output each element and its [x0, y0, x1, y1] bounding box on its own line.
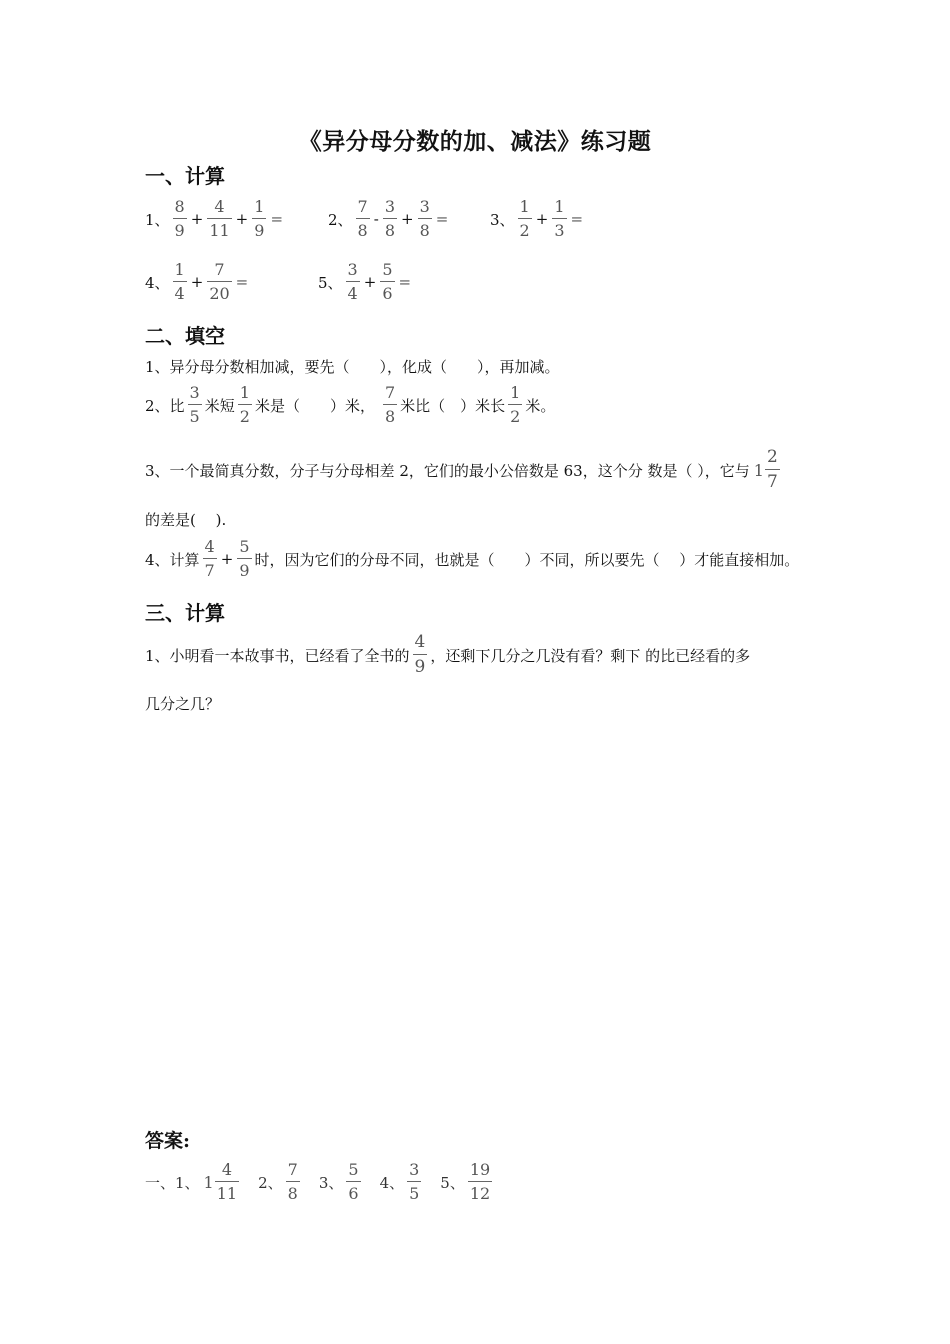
- fraction: $\frac{7}{8}$: [384, 383, 396, 426]
- fraction: $\frac{3}{4}$: [347, 260, 358, 303]
- question-number: 3、: [490, 210, 515, 229]
- word-problem-1-continued: 几分之几？: [145, 695, 221, 713]
- fill-question-2: [145, 385, 555, 425]
- word-problem-1: [145, 634, 750, 676]
- question-text: 4、计算: [145, 550, 200, 569]
- answer-prefix: 一、1、: [145, 1173, 200, 1192]
- fill-question-4: [145, 539, 799, 579]
- answer-fraction: $\frac{5}{6}$: [348, 1160, 359, 1203]
- answers-row: [145, 1162, 495, 1202]
- fraction: $\frac{1}{2}$: [510, 383, 521, 426]
- answer-label: 5、: [440, 1173, 465, 1192]
- fraction: $\frac{5}{6}$: [382, 260, 393, 303]
- fraction: $\frac{7}{20}$: [209, 260, 230, 303]
- question-text: 3、一个最简真分数，分子与分母相差 2，它们的最小公倍数是 63，这个分 数是（ ），它与: [145, 461, 750, 480]
- fraction: $\frac{8}{9}$: [174, 197, 185, 240]
- fill-question-3-continued: 的差是( ).: [145, 511, 227, 529]
- calc-question-1: [145, 199, 284, 239]
- question-text: 米是（ ）米，: [254, 396, 375, 415]
- question-number: 2、: [328, 210, 353, 229]
- operator: -: [373, 210, 379, 228]
- fraction: $\frac{4}{11}$: [209, 197, 230, 240]
- answer-label: 4、: [379, 1173, 405, 1192]
- equals-sign: =: [270, 210, 284, 228]
- question-text: 米短: [204, 396, 235, 415]
- answer-fraction: $\frac{3}{5}$: [409, 1160, 420, 1203]
- answers-heading: 答案:: [145, 1130, 191, 1152]
- equals-sign: =: [435, 210, 449, 228]
- fraction: $\frac{1}{4}$: [174, 260, 185, 303]
- question-text: 米。: [525, 396, 556, 415]
- calc-question-4: [145, 262, 249, 302]
- question-text: 米比（ ）米长: [400, 396, 506, 415]
- fill-question-1: 1、异分母分数相加减，要先（ ），化成（ ），再加减。: [145, 358, 560, 376]
- page-title: 《异分母分数的加、减法》练习题: [298, 128, 652, 155]
- question-text: ，还剩下几分之几没有看？剩下 的比已经看的多: [430, 646, 751, 665]
- fraction: $\frac{2}{7}$: [766, 447, 778, 492]
- fill-question-3: [145, 449, 783, 491]
- calc-question-3: [490, 199, 584, 239]
- question-number: 5、: [318, 273, 343, 292]
- mixed-number-integer: 1: [753, 460, 764, 480]
- fraction: $\frac{5}{9}$: [239, 537, 250, 580]
- answer-fraction: $\frac{4}{11}$: [216, 1160, 238, 1203]
- fraction: $\frac{1}{9}$: [254, 197, 265, 240]
- fraction: $\frac{7}{8}$: [357, 197, 368, 240]
- operator: +: [535, 210, 549, 228]
- question-text: 1、小明看一本故事书，已经看了全书的: [145, 646, 410, 665]
- answer-fraction: $\frac{19}{12}$: [469, 1160, 491, 1203]
- fraction: $\frac{3}{5}$: [189, 383, 200, 426]
- question-text: 时，因为它们的分母不同，也就是（ ）不同，所以要先（ ）才能直接相加。: [254, 550, 800, 569]
- equals-sign: =: [398, 273, 412, 291]
- answer-label: 2、: [258, 1173, 283, 1192]
- fraction: $\frac{1}{2}$: [239, 383, 250, 426]
- answer-label: 3、: [318, 1173, 344, 1192]
- operator: +: [220, 550, 234, 568]
- equals-sign: =: [570, 210, 584, 228]
- operator: +: [363, 273, 377, 291]
- calc-question-2: [328, 199, 449, 239]
- fraction: $\frac{4}{7}$: [204, 537, 215, 580]
- answer-fraction: $\frac{7}{8}$: [287, 1160, 298, 1203]
- operator: +: [235, 210, 249, 228]
- operator: +: [190, 273, 204, 291]
- fraction: $\frac{3}{8}$: [419, 197, 430, 240]
- fraction: $\frac{3}{8}$: [384, 197, 395, 240]
- section-heading-calc: 一、计算: [145, 164, 225, 188]
- fraction: $\frac{4}{9}$: [414, 632, 426, 677]
- fraction: $\frac{1}{2}$: [519, 197, 530, 240]
- equals-sign: =: [235, 273, 249, 291]
- question-text: 2、比: [145, 396, 185, 415]
- mixed-number-integer: 1: [203, 1172, 214, 1192]
- section-heading-word-problem: 三、计算: [145, 601, 225, 625]
- operator: +: [401, 210, 414, 228]
- operator: +: [190, 210, 204, 228]
- question-number: 4、: [145, 273, 170, 292]
- question-number: 1、: [145, 210, 170, 229]
- section-heading-fill: 二、填空: [145, 324, 225, 348]
- calc-question-5: [318, 262, 412, 302]
- fraction: $\frac{1}{3}$: [554, 197, 565, 240]
